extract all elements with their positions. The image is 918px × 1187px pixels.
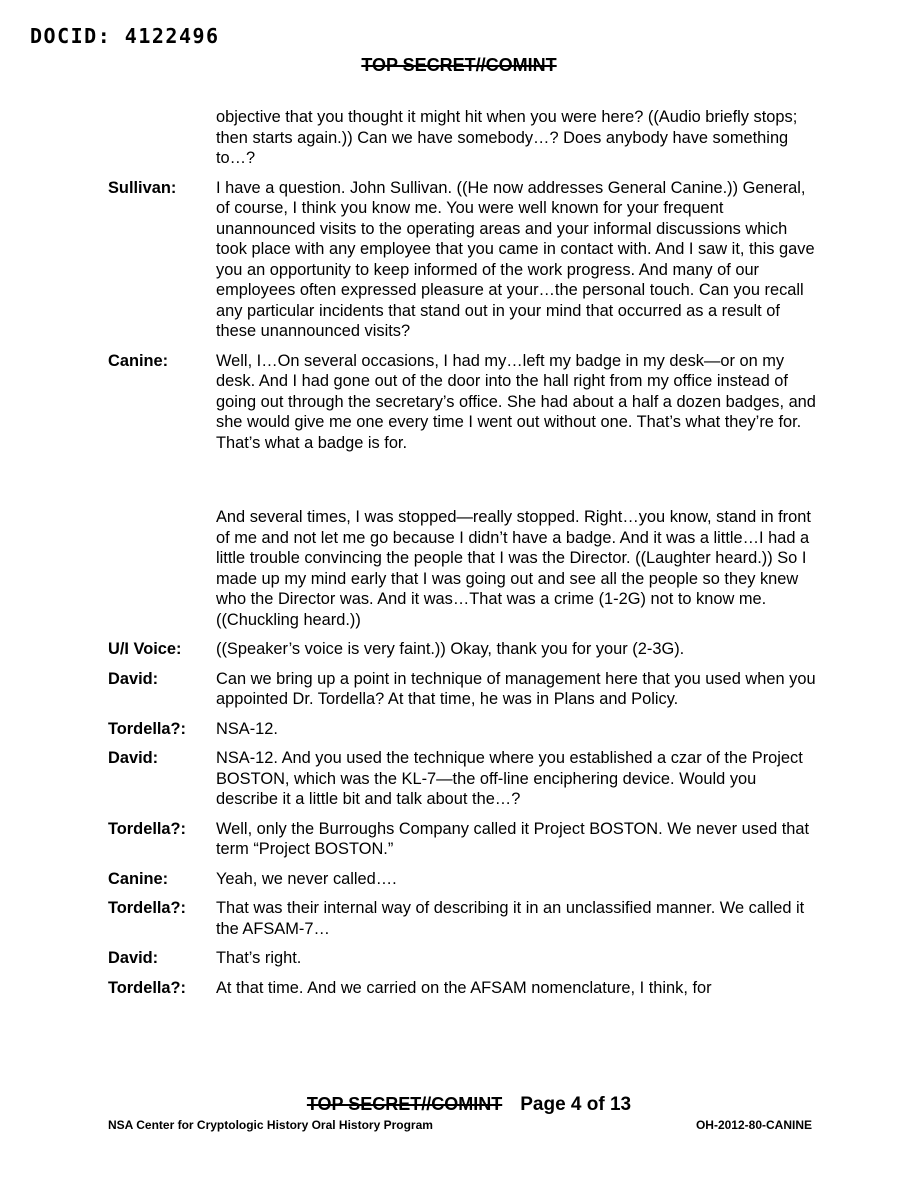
transcript-entry xyxy=(108,748,818,810)
footer-classification-row xyxy=(0,1094,918,1116)
transcript-entry xyxy=(108,719,818,740)
utterance-text: At that time. And we carried on the AFSAM nomenclature, I think, for xyxy=(216,978,712,997)
transcript-entry xyxy=(108,869,818,890)
transcript-entry xyxy=(108,669,818,710)
speaker-label xyxy=(108,507,216,630)
utterance-text: NSA-12. xyxy=(216,719,278,738)
utterance-text: Well, I…On several occasions, I had my…left my badge in my desk—or on my desk. And I had gone out of the door into the hall right from my office instead of going out through the secretary’s office. She had about a half a dozen badges, and she would give me one every time I went out without one. That’s what they’re for. That’s what a badge is for. xyxy=(216,351,816,452)
speaker-label: Tordella?: xyxy=(108,819,187,838)
document-number: OH-2012-80-CANINE xyxy=(695,1118,812,1132)
classification-marking-bottom: TOP SECRET//COMINT xyxy=(306,1094,503,1114)
program-name: NSA Center for Cryptologic History Oral History Program xyxy=(108,1118,433,1132)
speaker-label: Tordella?: xyxy=(108,719,187,738)
classification-header xyxy=(0,55,918,76)
speaker-label: David: xyxy=(108,949,159,967)
utterance-text: And several times, I was stopped—really stopped. Right…you know, stand in front of me and not let me go because I didn’t have a badge. And it was a little…I had a little trouble convincing the people that I was the Director. ((Laughter heard.)) So I made up my mind early that I was going out and see all the people so they knew who the Director was. And it was…That was a crime (1-2G) not to know me. ((Chuckling heard.)) xyxy=(216,508,811,629)
speaker-label: Sullivan: xyxy=(108,178,177,197)
page-number: Page 4 of 13 xyxy=(520,1094,632,1115)
transcript-entry xyxy=(108,639,818,660)
utterance-text: ((Speaker’s voice is very faint.)) Okay, thank you for your (2-3G). xyxy=(216,640,685,658)
utterance-text: I have a question. John Sullivan. ((He now addresses General Canine.)) General, of course, I think you know me. You were well known for your frequent unannounced visits to the operating areas and your informal discussions which took place with any employee that you came in contact with. And I saw it, this gave you an opportunity to keep informed of the work progress. And many of our employees often expressed pleasure at your…the personal touch. Can you recall any particular incidents that stand out in your mind that occurred as a result of these unannounced visits? xyxy=(216,178,815,340)
speaker-label: David: xyxy=(108,669,159,688)
speaker-label: Tordella?: xyxy=(108,978,187,997)
transcript-entry xyxy=(108,507,818,630)
utterance-text: objective that you thought it might hit when you were here? ((Audio briefly stops; then starts again.)) Can we have somebody…? Does anybody have something to…? xyxy=(216,108,798,167)
redaction-gap xyxy=(108,462,818,507)
transcript-entry xyxy=(108,351,818,454)
transcript-entry xyxy=(108,898,818,939)
utterance-text: That was their internal way of describing it in an unclassified manner. We called it the AFSAM-7… xyxy=(216,899,805,938)
speaker-label: Canine: xyxy=(108,869,169,888)
footer-info-row xyxy=(108,1118,812,1132)
utterance-text: NSA-12. And you used the technique where you established a czar of the Project BOSTON, which was the KL-7—the off-line enciphering device. Would you describe it a little bit and talk about the…? xyxy=(216,749,803,808)
utterance-text: Well, only the Burroughs Company called it Project BOSTON. We never used that term “Project BOSTON.” xyxy=(216,819,810,858)
docid-header: DOCID: 4122496 xyxy=(30,24,220,48)
speaker-label: U/I Voice: xyxy=(108,640,182,658)
utterance-text: Yeah, we never called…. xyxy=(216,869,397,888)
speaker-label xyxy=(108,107,216,169)
speaker-label: Tordella?: xyxy=(108,899,187,917)
speaker-label: Canine: xyxy=(108,351,169,370)
utterance-text: Can we bring up a point in technique of management here that you used when you appointed Dr. Tordella? At that time, he was in Plans and Policy. xyxy=(216,669,816,708)
transcript-entry xyxy=(108,948,818,969)
transcript-entry xyxy=(108,819,818,860)
utterance-text: That’s right. xyxy=(216,949,302,967)
transcript-body xyxy=(108,107,818,1007)
transcript-entry xyxy=(108,178,818,342)
classification-marking-top: TOP SECRET//COMINT xyxy=(361,55,557,75)
transcript-entry xyxy=(108,107,818,169)
speaker-label: David: xyxy=(108,749,159,767)
transcript-entry xyxy=(108,978,818,999)
